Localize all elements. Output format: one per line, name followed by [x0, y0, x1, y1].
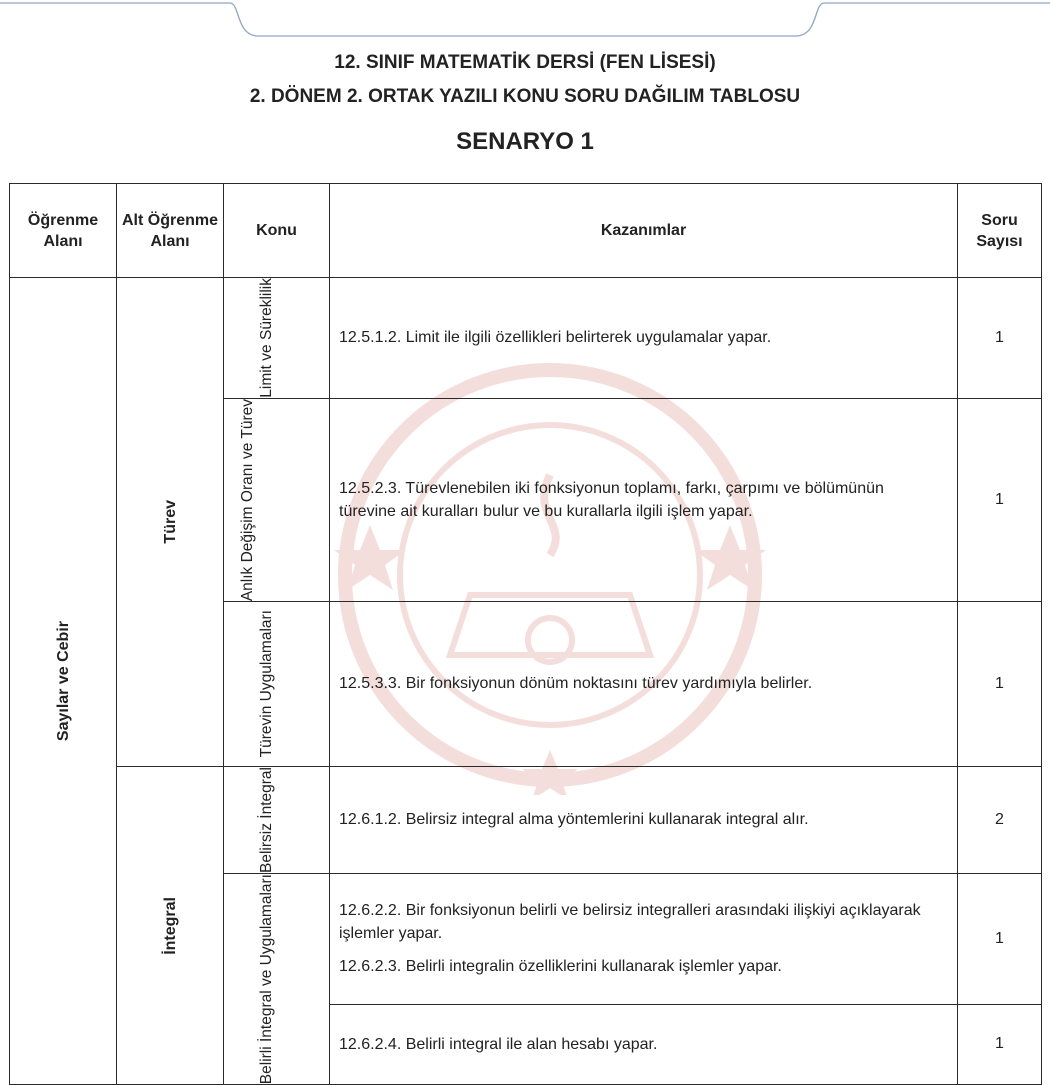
- table-row: [10, 766, 1042, 873]
- topic-cell: [224, 398, 330, 601]
- topic-cell: [224, 278, 330, 399]
- topic-cell: [224, 873, 330, 1084]
- question-count: 1: [958, 278, 1042, 399]
- learning-area-label: Sayılar ve Cebir: [54, 621, 72, 742]
- question-count: 1: [958, 398, 1042, 601]
- outcome-text: 12.6.2.4. Belirli integral ile alan hesabı yapar.: [339, 1035, 658, 1053]
- topic-label: Belirsiz İntegral: [257, 766, 275, 873]
- document-subtitle: 2. DÖNEM 2. ORTAK YAZILI KONU SORU DAĞILIM TABLOSU: [249, 86, 801, 107]
- question-count: 1: [958, 1004, 1042, 1084]
- question-count: 1: [958, 873, 1042, 1004]
- topic-label: Limit ve Süreklilik: [257, 278, 275, 398]
- sub-area-cell-integral: [117, 766, 224, 1084]
- question-count: 1: [958, 601, 1042, 766]
- outcome-text: 12.5.1.2. Limit ile ilgili özellikleri belirterek uygulamalar yapar.: [339, 329, 772, 347]
- topic-cell: [224, 601, 330, 766]
- outcome-cell: [330, 873, 958, 1004]
- topic-label: Türevin Uygulamaları: [257, 610, 275, 758]
- sub-area-label-integral: İntegral: [161, 896, 179, 955]
- header-kazanimlar: Kazanımlar: [330, 184, 958, 278]
- scenario-title: SENARYO 1: [456, 128, 594, 155]
- outcome-cell: [330, 278, 958, 399]
- table-row: [10, 278, 1042, 399]
- document-title: 12. SINIF MATEMATİK DERSİ (FEN LİSESİ): [334, 52, 716, 73]
- topic-label: Belirli İntegral ve Uygulamaları: [257, 873, 275, 1085]
- header-konu: Konu: [224, 184, 330, 278]
- top-tab-outline: [0, 0, 1050, 40]
- outcome-cell: [330, 601, 958, 766]
- question-count: 2: [958, 766, 1042, 873]
- outcome-text: 12.5.3.3. Bir fonksiyonun dönüm noktasını türev yardımıyla belirler.: [339, 675, 813, 693]
- outcome-text: 12.6.1.2. Belirsiz integral alma yöntemlerini kullanarak integral alır.: [339, 811, 809, 829]
- outcome-text: 12.6.2.2. Bir fonksiyonun belirli ve belirsiz integralleri arasındaki ilişkiyi açıklayarak işlemler yapar.: [339, 902, 921, 943]
- outcome-cell: [330, 398, 958, 601]
- outcome-cell: [330, 766, 958, 873]
- outcome-text: 12.5.2.3. Türevlenebilen iki fonksiyonun toplamı, farkı, çarpımı ve bölümünün türevine ait kuralları bulur ve bu kurallarla ilgili işlem yapar.: [339, 479, 884, 520]
- table-header-row: [10, 184, 1042, 278]
- outcome-cell: [330, 1004, 958, 1084]
- sub-area-cell-turev: [117, 278, 224, 767]
- header-ogrenme-alani: Öğrenme Alanı: [10, 184, 117, 278]
- header-soru-sayisi: Soru Sayısı: [958, 184, 1042, 278]
- topic-distribution-table: [9, 183, 1042, 1085]
- learning-area-cell: [10, 278, 117, 1085]
- topic-cell: [224, 766, 330, 873]
- header-alt-ogrenme-alani: Alt Öğrenme Alanı: [117, 184, 224, 278]
- topic-label: Anlık Değişim Oranı ve Türev: [238, 398, 256, 601]
- sub-area-label-turev: Türev: [161, 500, 179, 544]
- outcome-text: 12.6.2.3. Belirli integralin özelliklerini kullanarak işlemler yapar.: [339, 958, 782, 976]
